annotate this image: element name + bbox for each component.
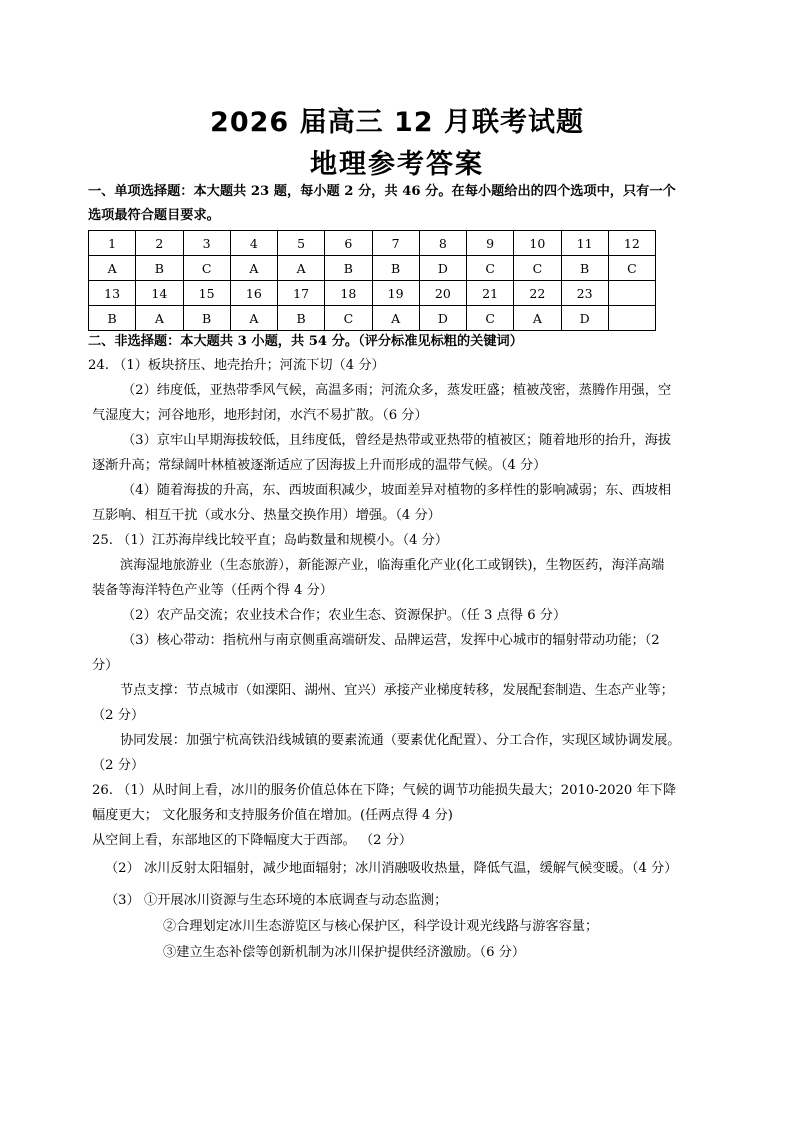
- table-cell: 21: [467, 281, 514, 306]
- section2-heading: 二、非选择题：本大题共 3 小题，共 54 分。（评分标准见标粗的关键词）: [88, 334, 523, 349]
- table-cell: B: [372, 256, 419, 281]
- table-cell: A: [372, 306, 419, 331]
- table-cell: 5: [278, 231, 325, 256]
- table-cell: [608, 306, 655, 331]
- table-cell: B: [89, 306, 136, 331]
- q26-p3c: ③建立生态补偿等创新机制为冰川保护提供经济激励。（6 分）: [163, 945, 526, 960]
- table-cell: C: [325, 306, 372, 331]
- table-cell: [608, 281, 655, 306]
- table-cell: B: [278, 306, 325, 331]
- table-cell: D: [419, 256, 466, 281]
- q25-p3e: 协同发展：加强宁杭高铁沿线城镇的要素流通（要素优化配置）、分工合作，实现区域协调发展。: [120, 733, 681, 748]
- table-cell: A: [278, 256, 325, 281]
- table-cell: A: [514, 306, 561, 331]
- q25-p1c: 装备等海洋特色产业等（任两个得 4 分）: [92, 583, 333, 598]
- table-row: [89, 281, 656, 306]
- section1-line2: 选项最符合题目要求。: [88, 208, 220, 223]
- q26-p2: （2） 冰川反射太阳辐射，减少地面辐射；冰川消融吸收热量，降低气温，缓解气候变暖。（4 分）: [105, 861, 678, 876]
- table-cell: 15: [183, 281, 230, 306]
- q24-p4b: 互影响、相互干扰（或水分、热量交换作用）增强。（4 分）: [92, 508, 441, 523]
- q24-p4a: （4）随着海拔的升高，东、西坡面积减少，坡面差异对植物的多样性的影响减弱；东、西坡相: [122, 483, 672, 498]
- section1-line1: 一、单项选择题：本大题共 23 题，每小题 2 分，共 46 分。在每小题给出的四个选项中，只有一个: [88, 184, 676, 199]
- table-cell: 17: [278, 281, 325, 306]
- table-cell: C: [514, 256, 561, 281]
- q25-p1b: 滨海湿地旅游业（生态旅游），新能源产业，临海重化产业(化工或钢铁)，生物医药，海洋高端: [120, 558, 665, 573]
- table-cell: B: [136, 256, 183, 281]
- table-cell: 12: [608, 231, 655, 256]
- table-cell: 3: [183, 231, 230, 256]
- q24-p2b: 气湿度大；河谷地形，地形封闭，水汽不易扩散。（6 分）: [92, 408, 428, 423]
- table-cell: 23: [561, 281, 608, 306]
- q24-p1: 24. （1）板块挤压、地壳抬升；河流下切（4 分）: [88, 358, 385, 373]
- q25-p3c: 节点支撑：节点城市（如溧阳、湖州、宜兴）承接产业梯度转移，发展配套制造、生态产业等；: [120, 683, 674, 698]
- q26-p1c: 从空间上看，东部地区的下降幅度大于西部。 （2 分）: [92, 833, 413, 848]
- table-row: [89, 306, 656, 331]
- table-cell: D: [419, 306, 466, 331]
- table-cell: 14: [136, 281, 183, 306]
- table-cell: A: [230, 256, 277, 281]
- q25-p2: （2）农产品交流；农业技术合作；农业生态、资源保护。（任 3 点得 6 分）: [122, 608, 567, 623]
- q24-p3b: 逐渐升高；常绿阔叶林植被逐渐适应了因海拔上升而形成的温带气候。（4 分）: [92, 458, 547, 473]
- table-cell: 20: [419, 281, 466, 306]
- q24-p2a: （2）纬度低，亚热带季风气候，高温多雨；河流众多，蒸发旺盛；植被茂密，蒸腾作用强，空: [122, 383, 672, 398]
- table-cell: 9: [467, 231, 514, 256]
- table-cell: 18: [325, 281, 372, 306]
- table-cell: A: [89, 256, 136, 281]
- table-cell: 10: [514, 231, 561, 256]
- table-cell: C: [467, 306, 514, 331]
- q25-p3b: 分）: [92, 658, 119, 673]
- q25-p3a: （3）核心带动：指杭州与南京侧重高端研发、品牌运营，发挥中心城市的辐射带动功能；（2: [122, 633, 660, 648]
- table-cell: B: [183, 306, 230, 331]
- table-cell: B: [325, 256, 372, 281]
- q26-p3a: （3） ①开展冰川资源与生态环境的本底调查与动态监测；: [105, 893, 448, 908]
- q26-p1b: 幅度更大； 文化服务和支持服务价值在增加。(任两点得 4 分): [92, 808, 453, 823]
- table-cell: 22: [514, 281, 561, 306]
- table-row: [89, 256, 656, 281]
- table-cell: A: [136, 306, 183, 331]
- table-cell: A: [230, 306, 277, 331]
- table-cell: C: [467, 256, 514, 281]
- table-cell: C: [183, 256, 230, 281]
- q24-p3a: （3）京牢山早期海拔较低，且纬度低，曾经是热带或亚热带的植被区；随着地形的抬升，海拔: [122, 433, 672, 448]
- table-cell: 1: [89, 231, 136, 256]
- table-cell: 7: [372, 231, 419, 256]
- table-cell: C: [608, 256, 655, 281]
- table-cell: 4: [230, 231, 277, 256]
- table-cell: B: [561, 256, 608, 281]
- table-cell: 16: [230, 281, 277, 306]
- table-cell: 6: [325, 231, 372, 256]
- table-cell: 8: [419, 231, 466, 256]
- table-cell: 2: [136, 231, 183, 256]
- table-cell: 11: [561, 231, 608, 256]
- table-cell: 19: [372, 281, 419, 306]
- page-subtitle: 地理参考答案: [310, 149, 484, 180]
- answer-table: [88, 230, 656, 331]
- q25-p1: 25. （1）江苏海岸线比较平直；岛屿数量和规模小。（4 分）: [92, 533, 449, 548]
- table-cell: D: [561, 306, 608, 331]
- q25-p3d: （2 分）: [92, 708, 145, 723]
- table-cell: 13: [89, 281, 136, 306]
- q26-p1a: 26. （1）从时间上看，冰川的服务价值总体在下降；气候的调节功能损失最大；2010-2020 年下降: [92, 783, 677, 798]
- q25-p3f: （2 分）: [92, 758, 145, 773]
- q26-p3b: ②合理划定冰川生态游览区与核心保护区，科学设计观光线路与游客容量；: [163, 919, 599, 934]
- page-title: 2026 届高三 12 月联考试题: [210, 107, 584, 138]
- table-row: [89, 231, 656, 256]
